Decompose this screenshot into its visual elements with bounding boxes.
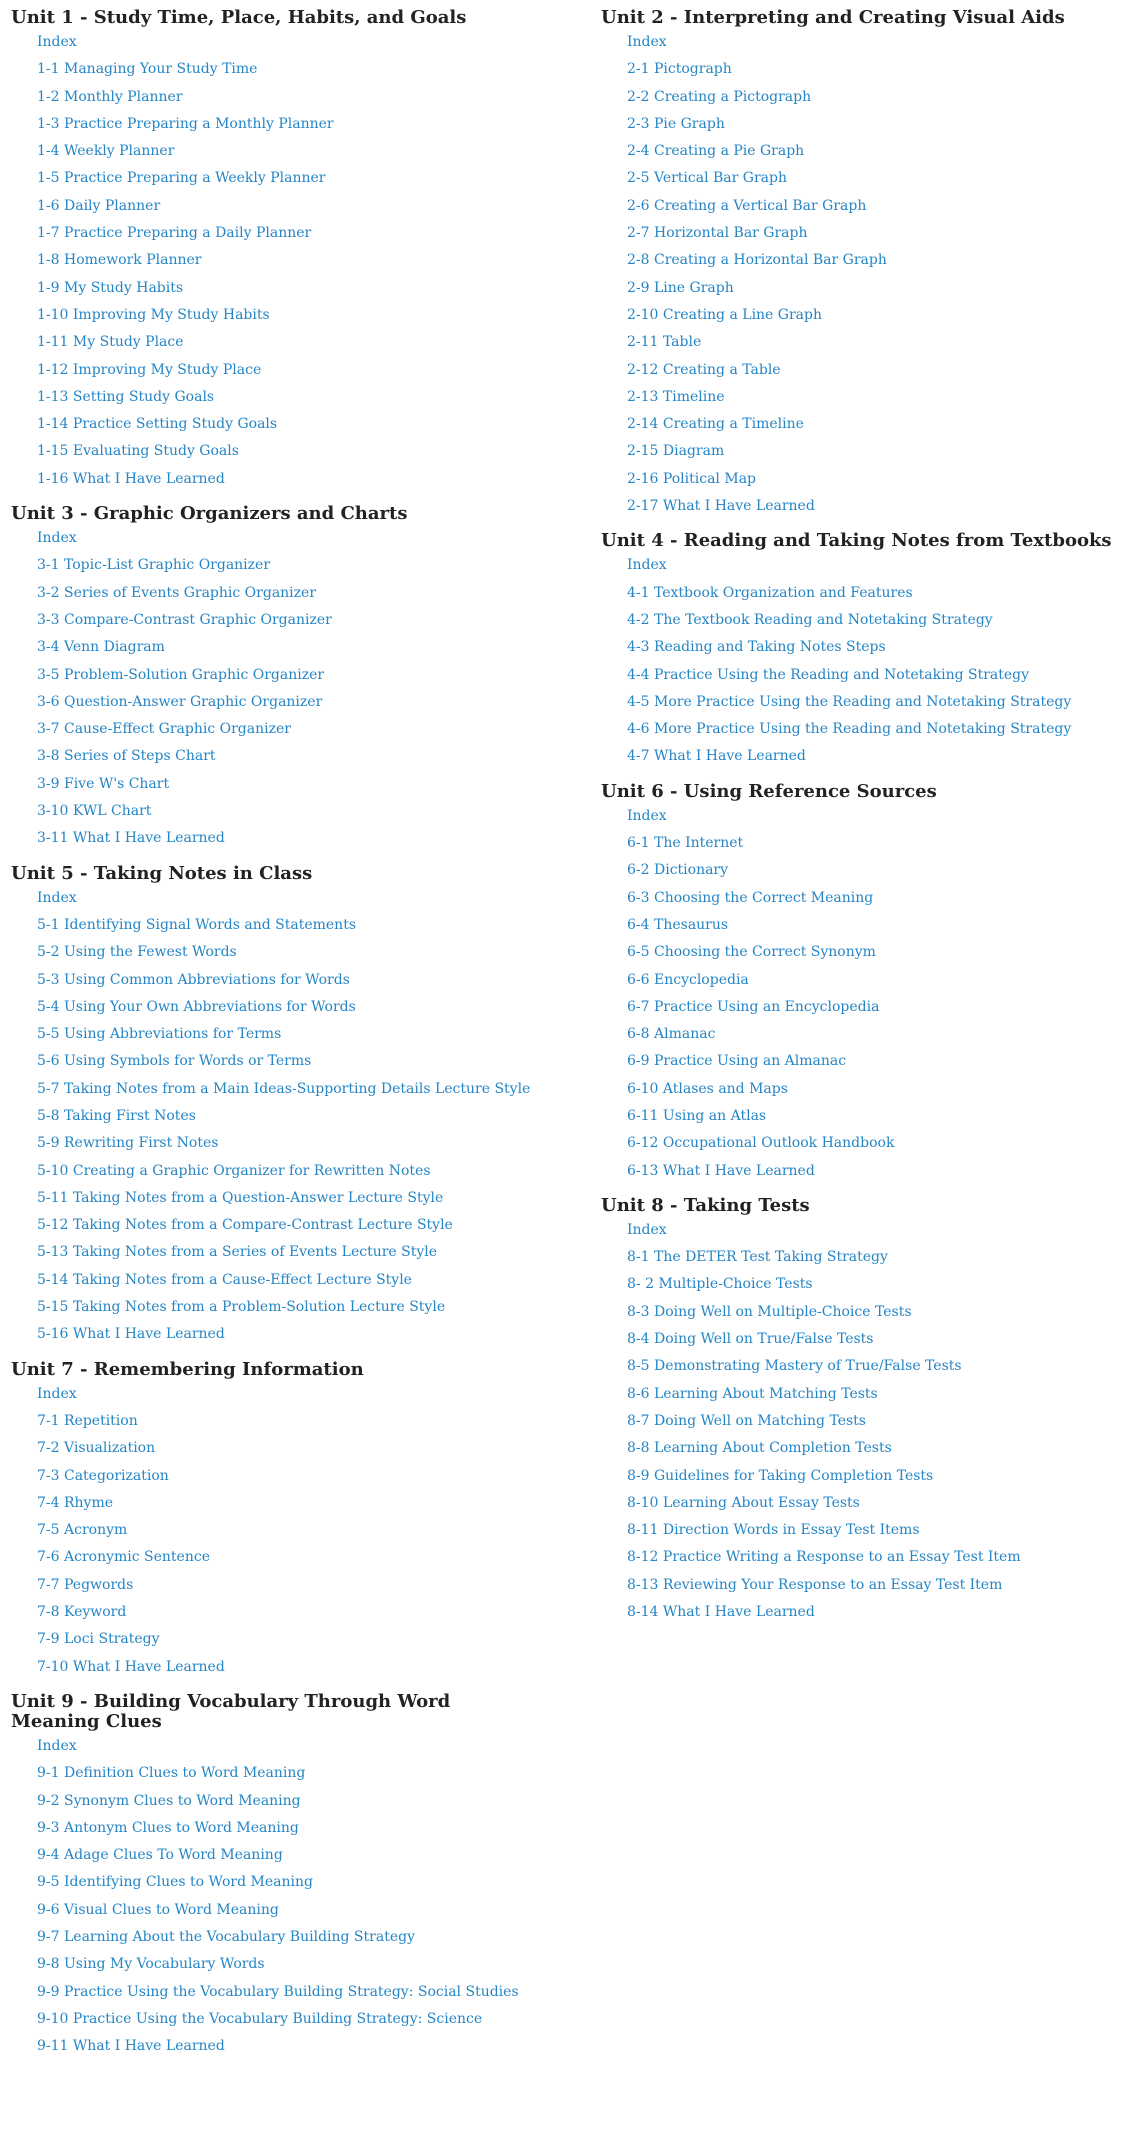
unit-section [601,1196,1121,1629]
list-item [37,692,511,719]
lesson-link[interactable]: 5-7 Taking Notes from a Main Ideas-Supporting Details Lecture Style [37,1080,531,1097]
unit-title: Unit 5 - Taking Notes in Class [11,862,313,884]
index-link[interactable]: Index [627,34,667,50]
list-item [37,637,511,664]
list-item [627,1466,1121,1493]
list-item [37,555,511,582]
unit-title: Unit 3 - Graphic Organizers and Charts [11,503,408,525]
list-item [627,305,1121,332]
list-item [627,168,1121,195]
list-item [627,1356,1121,1383]
list-item [37,223,511,250]
list-item [37,1547,511,1574]
lesson-link[interactable]: 7-3 Categorization [37,1467,169,1484]
lesson-link[interactable]: 8-8 Learning About Completion Tests [627,1440,892,1457]
list-item [627,637,1121,664]
list-item [627,1079,1121,1106]
lesson-link[interactable]: 6-10 Atlases and Maps [627,1080,788,1097]
lesson-link[interactable]: 2-17 What I Have Learned [627,498,815,515]
lesson-link[interactable]: 8-7 Doing Well on Matching Tests [627,1412,866,1429]
list-item [627,87,1121,114]
unit-link-list [11,888,531,1352]
list-item [627,1575,1121,1602]
list-item [627,469,1121,496]
list-item [37,1900,511,1927]
list-item [627,32,1121,59]
lesson-link[interactable]: 1-8 Homework Planner [37,252,202,269]
index-link[interactable]: Index [627,557,667,574]
list-item [627,387,1121,414]
lesson-link[interactable]: 3-9 Five W's Chart [37,775,170,792]
list-item [627,1547,1121,1574]
lesson-link[interactable]: 8-3 Doing Well on Multiple-Choice Tests [627,1303,912,1320]
list-item [37,1270,511,1297]
right-column [601,0,1121,1637]
list-item [627,1024,1121,1051]
index-link[interactable]: Index [37,1385,77,1402]
list-item [37,665,511,692]
list-item [37,141,511,168]
lesson-link[interactable]: 7-10 What I Have Learned [37,1658,225,1675]
list-item [37,583,511,610]
lesson-link[interactable]: 3-1 Topic-List Graphic Organizer [37,557,271,574]
lesson-link[interactable]: 8-6 Learning About Matching Tests [627,1385,878,1402]
list-item [37,1438,511,1465]
lesson-link[interactable]: 5-1 Identifying Signal Words and Statements [37,916,357,933]
lesson-link[interactable]: 1-12 Improving My Study Place [37,361,262,378]
unit-link-list [601,32,1121,523]
unit-link-list [11,528,511,856]
list-item [627,1106,1121,1133]
lesson-link[interactable]: 9-6 Visual Clues to Word Meaning [37,1901,279,1918]
lesson-link[interactable]: 1-10 Improving My Study Habits [37,306,270,323]
left-column [11,0,531,2071]
list-item [627,1384,1121,1411]
lesson-link[interactable]: 9-3 Antonym Clues to Word Meaning [37,1819,299,1836]
list-item [37,1520,511,1547]
lesson-link[interactable]: 5-14 Taking Notes from a Cause-Effect Lecture Style [37,1271,412,1288]
list-item [37,196,511,223]
list-item [37,278,511,305]
list-item [627,278,1121,305]
unit-link-list [11,1736,519,2064]
list-item [37,414,511,441]
list-item [37,469,511,496]
list-item [37,1818,511,1845]
lesson-link[interactable]: 3-2 Series of Events Graphic Organizer [37,584,317,601]
lesson-link[interactable]: 6-2 Dictionary [627,862,729,879]
list-item [37,774,511,801]
lesson-link[interactable]: 1-3 Practice Preparing a Monthly Planner [37,115,334,132]
lesson-link[interactable]: 5-3 Using Common Abbreviations for Words [37,971,350,988]
unit-title: Unit 6 - Using Reference Sources [601,780,937,802]
lesson-link[interactable]: 4-7 What I Have Learned [627,748,806,765]
lesson-link[interactable]: 6-1 The Internet [627,835,744,852]
list-item [37,1763,511,1790]
list-item [627,746,1121,773]
lesson-link[interactable]: 3-4 Venn Diagram [37,639,165,656]
lesson-link[interactable]: 9-10 Practice Using the Vocabulary Building Strategy: Science [37,2010,483,2027]
list-item [627,1329,1121,1356]
lesson-link[interactable]: 3-7 Cause-Effect Graphic Organizer [37,721,291,738]
lesson-link[interactable]: 7-6 Acronymic Sentence [37,1549,210,1566]
list-item [37,305,511,332]
lesson-link[interactable]: 2-8 Creating a Horizontal Bar Graph [627,252,887,269]
list-item [37,1982,519,2009]
list-item [37,1051,511,1078]
list-item [627,555,1121,582]
list-item [627,970,1121,997]
lesson-link[interactable]: 6-11 Using an Atlas [627,1107,767,1124]
lesson-link[interactable]: 9-2 Synonym Clues to Word Meaning [37,1792,301,1809]
list-item [627,1274,1121,1301]
list-item [37,1657,511,1684]
list-item [627,1411,1121,1438]
list-item [37,1079,531,1106]
list-item [627,806,1121,833]
list-item [37,997,511,1024]
unit-link-list [601,806,1121,1188]
list-item [37,2036,511,2063]
lesson-link[interactable]: 8-12 Practice Writing a Response to an Essay Test Item [627,1549,1021,1566]
lesson-link[interactable]: 2-9 Line Graph [627,279,734,296]
unit-title: Unit 2 - Interpreting and Creating Visual Aids [601,7,1065,28]
lesson-link[interactable]: 2-10 Creating a Line Graph [627,306,822,323]
list-item [37,942,511,969]
lesson-link[interactable]: 6-7 Practice Using an Encyclopedia [627,998,880,1015]
list-item [37,801,511,828]
lesson-link[interactable]: 4-4 Practice Using the Reading and Notetaking Strategy [627,666,1030,683]
lesson-link[interactable]: 1-6 Daily Planner [37,197,161,214]
list-item [627,583,1121,610]
lesson-link[interactable]: 9-9 Practice Using the Vocabulary Building Strategy: Social Studies [37,1983,519,2000]
lesson-link[interactable]: 8-11 Direction Words in Essay Test Items [627,1522,920,1539]
lesson-link[interactable]: 2-12 Creating a Table [627,361,781,378]
lesson-link[interactable]: 9-4 Adage Clues To Word Meaning [37,1847,283,1864]
unit-title: Unit 9 - Building Vocabulary Through Word Meaning Clues [11,1690,451,1732]
lesson-link[interactable]: 1-16 What I Have Learned [37,470,225,487]
lesson-link[interactable]: 2-13 Timeline [627,388,725,405]
list-item [37,888,511,915]
lesson-link[interactable]: 1-11 My Study Place [37,334,184,351]
list-item [37,828,511,855]
lesson-link[interactable]: 6-8 Almanac [627,1026,716,1043]
list-item [627,332,1121,359]
lesson-link[interactable]: 5-12 Taking Notes from a Compare-Contrast Lecture Style [37,1217,453,1234]
lesson-link[interactable]: 2-3 Pie Graph [627,115,725,132]
unit-section [11,862,531,1352]
lesson-link[interactable]: 2-16 Political Map [627,470,757,487]
list-item [37,1242,511,1269]
list-item [37,1927,511,1954]
list-item [627,692,1121,719]
list-item [627,141,1121,168]
list-item [37,915,511,942]
list-item [37,1215,511,1242]
lesson-link[interactable]: 8-5 Demonstrating Mastery of True/False Tests [627,1358,962,1375]
lesson-link[interactable]: 5-10 Creating a Graphic Organizer for Rewritten Notes [37,1162,431,1179]
list-item [627,223,1121,250]
lesson-link[interactable]: 2-2 Creating a Pictograph [627,88,812,105]
lesson-link[interactable]: 3-5 Problem-Solution Graphic Organizer [37,666,325,683]
unit-title: Unit 7 - Remembering Information [11,1358,364,1380]
list-item [627,915,1121,942]
lesson-link[interactable]: 1-2 Monthly Planner [37,88,183,105]
unit-section [11,504,511,856]
lesson-link[interactable]: 2-11 Table [627,334,702,351]
list-item [37,1297,511,1324]
list-item [37,1466,511,1493]
list-item [37,1575,511,1602]
list-item [627,1247,1121,1274]
lesson-link[interactable]: 8-14 What I Have Learned [627,1604,815,1621]
lesson-link[interactable]: 1-7 Practice Preparing a Daily Planner [37,225,312,242]
index-link[interactable]: Index [627,1221,667,1238]
lesson-link[interactable]: 7-2 Visualization [37,1440,156,1457]
lesson-link[interactable]: 7-1 Repetition [37,1412,138,1429]
lesson-link[interactable]: 8-10 Learning About Essay Tests [627,1494,860,1511]
list-item [37,1845,511,1872]
list-item [627,1161,1121,1188]
list-item [37,746,511,773]
unit-link-list [11,1384,511,1684]
list-item [627,114,1121,141]
lesson-link[interactable]: 6-9 Practice Using an Almanac [627,1053,847,1070]
list-item [627,196,1121,223]
list-item [37,1493,511,1520]
lesson-link[interactable]: 1-14 Practice Setting Study Goals [37,416,278,433]
unit-link-list [11,32,511,496]
lesson-link[interactable]: 1-1 Managing Your Study Time [37,61,258,78]
unit-section [11,8,511,496]
list-item [37,1954,511,1981]
lesson-link[interactable]: 6-13 What I Have Learned [627,1162,815,1179]
lesson-link[interactable]: 7-8 Keyword [37,1604,127,1621]
list-item [627,719,1121,746]
lesson-link[interactable]: 6-5 Choosing the Correct Synonym [627,944,876,961]
list-item [627,665,1121,692]
lesson-link[interactable]: 3-10 KWL Chart [37,803,152,820]
list-item [627,1520,1121,1547]
index-link[interactable]: Index [37,1737,77,1754]
list-item [37,970,511,997]
list-item [37,1106,511,1133]
list-item [627,860,1121,887]
lesson-link[interactable]: 4-3 Reading and Taking Notes Steps [627,639,886,656]
list-item [37,719,511,746]
lesson-link[interactable]: 1-15 Evaluating Study Goals [37,443,239,460]
unit-title: Unit 4 - Reading and Taking Notes from Textbooks [601,530,1112,552]
list-item [37,87,511,114]
list-item [37,1024,511,1051]
lesson-link[interactable]: 5-6 Using Symbols for Words or Terms [37,1053,312,1070]
list-item [37,1161,511,1188]
lesson-link[interactable]: 6-3 Choosing the Correct Meaning [627,889,874,906]
list-item [37,360,511,387]
lesson-link[interactable]: 5-4 Using Your Own Abbreviations for Words [37,998,356,1015]
lesson-link[interactable]: 3-3 Compare-Contrast Graphic Organizer [37,611,332,628]
lesson-link[interactable]: 2-7 Horizontal Bar Graph [627,225,808,242]
lesson-link[interactable]: 5-16 What I Have Learned [37,1326,225,1343]
list-item [37,250,511,277]
unit-section [601,782,1121,1188]
list-item [37,59,511,86]
list-item [627,833,1121,860]
list-item [37,32,511,59]
unit-section [11,1690,519,2064]
list-item [37,1629,511,1656]
lesson-link[interactable]: 8- 2 Multiple-Choice Tests [627,1276,813,1293]
list-item [627,360,1121,387]
lesson-link[interactable]: 9-8 Using My Vocabulary Words [37,1956,265,1973]
list-item [37,1133,511,1160]
unit-title: Unit 8 - Taking Tests [601,1194,810,1216]
list-item [627,1051,1121,1078]
lesson-link[interactable]: 9-5 Identifying Clues to Word Meaning [37,1874,313,1891]
lesson-link[interactable]: 3-8 Series of Steps Chart [37,748,216,765]
lesson-link[interactable]: 2-4 Creating a Pie Graph [627,143,805,160]
lesson-link[interactable]: 7-9 Loci Strategy [37,1631,160,1648]
lesson-link[interactable]: 6-4 Thesaurus [627,916,729,933]
list-item [627,59,1121,86]
list-item [627,414,1121,441]
lesson-link[interactable]: 5-13 Taking Notes from a Series of Events Lecture Style [37,1244,438,1261]
lesson-link[interactable]: 2-14 Creating a Timeline [627,416,804,433]
lesson-link[interactable]: 4-5 More Practice Using the Reading and Notetaking Strategy [627,693,1072,710]
lesson-link[interactable]: 6-6 Encyclopedia [627,971,749,988]
index-link[interactable]: Index [37,530,77,547]
index-link[interactable]: Index [627,807,667,824]
lesson-link[interactable]: 2-15 Diagram [627,443,725,460]
lesson-link[interactable]: 7-5 Acronym [37,1522,128,1539]
list-item [37,1736,511,1763]
lesson-link[interactable]: 2-5 Vertical Bar Graph [627,170,787,187]
index-link[interactable]: Index [37,34,77,50]
lesson-link[interactable]: 7-4 Rhyme [37,1494,114,1511]
list-item [37,1791,511,1818]
lesson-link[interactable]: 1-13 Setting Study Goals [37,388,215,405]
list-item [627,888,1121,915]
list-item [37,610,511,637]
lesson-link[interactable]: 5-15 Taking Notes from a Problem-Solution Lecture Style [37,1299,446,1316]
lesson-link[interactable]: 5-5 Using Abbreviations for Terms [37,1026,282,1043]
list-item [37,1602,511,1629]
lesson-link[interactable]: 8-13 Reviewing Your Response to an Essay Test Item [627,1576,1003,1593]
list-item [37,2009,511,2036]
unit-link-list [601,555,1121,773]
lesson-link[interactable]: 3-11 What I Have Learned [37,830,225,847]
lesson-link[interactable]: 5-9 Rewriting First Notes [37,1135,219,1152]
list-item [627,1438,1121,1465]
unit-title: Unit 1 - Study Time, Place, Habits, and Goals [11,7,467,28]
list-item [37,1188,511,1215]
list-item [37,168,511,195]
list-item [37,528,511,555]
lesson-link[interactable]: 9-7 Learning About the Vocabulary Building Strategy [37,1929,415,1945]
list-item [37,332,511,359]
list-item [627,1602,1121,1629]
list-item [37,114,511,141]
list-item [37,1384,511,1411]
list-item [627,610,1121,637]
list-item [627,997,1121,1024]
index-link[interactable]: Index [37,889,77,906]
lesson-link[interactable]: 2-1 Pictograph [627,61,732,78]
list-item [627,250,1121,277]
list-item [627,1133,1121,1160]
lesson-link[interactable]: 5-2 Using the Fewest Words [37,944,237,961]
list-item [627,1220,1121,1247]
lesson-link[interactable]: 9-11 What I Have Learned [37,2038,225,2055]
lesson-link[interactable]: 1-4 Weekly Planner [37,143,175,160]
lesson-link[interactable]: 8-4 Doing Well on True/False Tests [627,1331,874,1348]
lesson-link[interactable]: 9-1 Definition Clues to Word Meaning [37,1765,306,1782]
list-item [37,441,511,468]
lesson-link[interactable]: 3-6 Question-Answer Graphic Organizer [37,693,323,710]
lesson-link[interactable]: 5-11 Taking Notes from a Question-Answer Lecture Style [37,1189,444,1206]
list-item [37,1411,511,1438]
lesson-link[interactable]: 1-9 My Study Habits [37,279,184,296]
unit-section [11,1360,511,1684]
lesson-link[interactable]: 2-6 Creating a Vertical Bar Graph [627,197,867,214]
list-item [37,1872,511,1899]
list-item [627,441,1121,468]
lesson-link[interactable]: 7-7 Pegwords [37,1576,134,1593]
lesson-link[interactable]: 4-2 The Textbook Reading and Notetaking Strategy [627,611,993,628]
list-item [37,1324,511,1351]
lesson-link[interactable]: 5-8 Taking First Notes [37,1107,196,1124]
lesson-link[interactable]: 8-9 Guidelines for Taking Completion Tests [627,1467,934,1484]
lesson-link[interactable]: 4-6 More Practice Using the Reading and Notetaking Strategy [627,721,1072,738]
list-item [627,1493,1121,1520]
list-item [627,942,1121,969]
unit-link-list [601,1220,1121,1629]
lesson-link[interactable]: 8-1 The DETER Test Taking Strategy [627,1249,888,1266]
lesson-link[interactable]: 4-1 Textbook Organization and Features [627,584,913,601]
list-item [37,387,511,414]
unit-section [601,531,1121,773]
unit-section [601,8,1121,523]
lesson-link[interactable]: 6-12 Occupational Outlook Handbook [627,1135,895,1152]
lesson-link[interactable]: 1-5 Practice Preparing a Weekly Planner [37,170,326,187]
list-item [627,1302,1121,1329]
list-item [627,496,1121,523]
